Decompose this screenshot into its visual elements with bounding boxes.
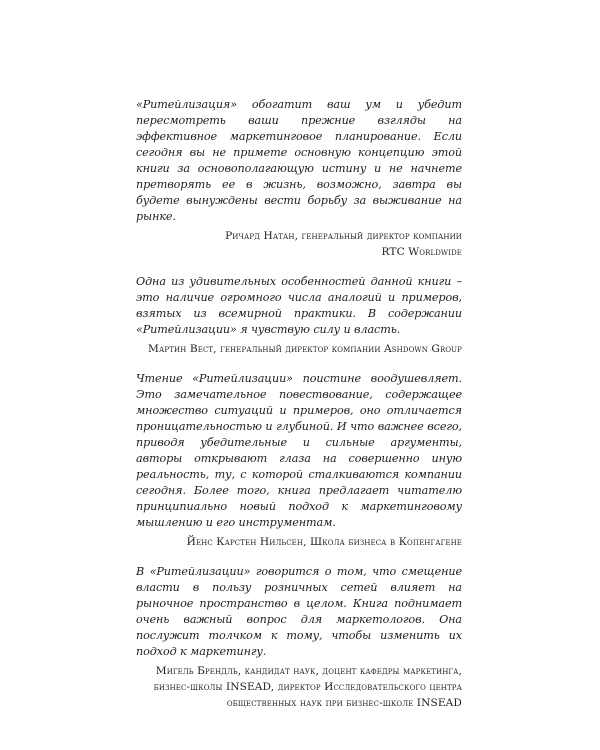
quote-text: В «Ритейлизации» говорится о том, что смещение власти в пользу розничных сетей влияет на рыночное пространство в целом. Книга поднимает очень важный вопрос для маркетологов. Она послужит толчком к тому, чтобы изменить их подход к маркетингу. bbox=[136, 565, 462, 658]
attribution-line: Мигель Брендль, кандидат наук, доцент кафедры маркетинга, bbox=[155, 665, 462, 677]
endorsement-2 bbox=[136, 274, 462, 357]
quote-text: Одна из удивительных особенностей данной книги – это наличие огромного числа аналогий и примеров, взятых из всемирной практики. В содержании «Ритейлизации» я чувствую силу и власть. bbox=[136, 275, 462, 336]
endorsements-page bbox=[136, 97, 462, 725]
quote-attribution bbox=[136, 341, 462, 357]
endorsement-3 bbox=[136, 371, 462, 550]
quote-attribution bbox=[136, 663, 462, 711]
quote-text: «Ритейлизация» обогатит ваш ум и убедит пересмотреть ваши прежние взгляды на эффективное маркетинговое планирование. Если сегодня вы не примете основную концепцию этой книги за основополагающую истину и не начнете претворять ее в жизнь, возможно, завтра вы будете вынуждены вести борьбу за выживание на рынке. bbox=[136, 98, 462, 223]
attribution-line: Ричард Натан, генеральный директор компании bbox=[225, 230, 462, 242]
quote-text: Чтение «Ритейлизации» поистине воодушевляет. Это замечательное повествование, содержащее множество ситуаций и примеров, оно отличается проницательностью и глубиной. И что важнее всего, приводя убедительные и сильные аргументы, авторы открывают глаза на совершенно иную реальность, ту, с которой сталкиваются компании сегодня. Более того, книга предлагает читателю принципиально новый подход к маркетинговому мышлению и его инструментам. bbox=[136, 372, 462, 529]
attribution-line: Йенс Карстен Нильсен, Школа бизнеса в Копенгагене bbox=[186, 536, 462, 548]
quote-attribution bbox=[136, 534, 462, 550]
endorsement-1 bbox=[136, 97, 462, 260]
attribution-line: Мартин Вест, генеральный директор компании Ashdown Group bbox=[148, 343, 462, 355]
quote-attribution bbox=[136, 228, 462, 260]
attribution-line: RTC Worldwide bbox=[381, 246, 462, 258]
attribution-line: бизнес-школы INSEAD, директор Исследовательского центра bbox=[153, 681, 462, 693]
attribution-line: общественных наук при бизнес-школе INSEAD bbox=[226, 697, 462, 709]
endorsement-4 bbox=[136, 564, 462, 711]
